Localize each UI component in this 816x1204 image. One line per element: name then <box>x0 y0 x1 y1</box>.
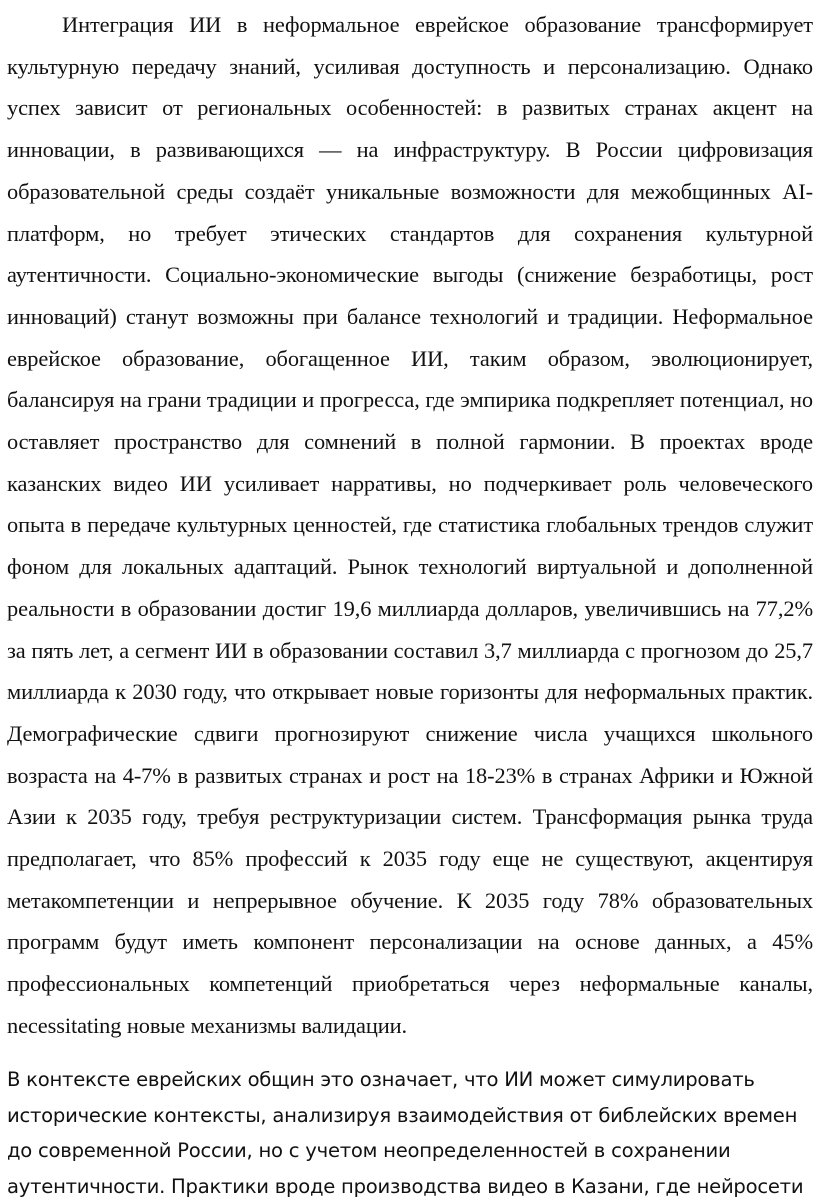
body-paragraph: В контексте еврейских общин это означает, что ИИ может симулировать исторические контексты, анализируя взаимодействия от библейских времен до современной России, но с учетом неопределенностей в сохранении аутентичности. Практики вроде производства видео в Казани, где нейросети <box>7 1068 804 1198</box>
body-paragraph: Интеграция ИИ в неформальное еврейское образование трансформирует культурную передачу знаний, усиливая доступность и персонализацию. Однако успех зависит от региональных особенностей: в развитых странах акцент на инновации, в развивающихся — на инфраструктуру. В России цифровизация образовательной среды создаёт уникальные возможности для межобщинных AI-платформ, но требует этических стандартов для сохранения культурной аутентичности. Социально-экономические выгоды (снижение безработицы, рост инноваций) станут возможны при балансе технологий и традиции. Неформальное еврейское образование, обогащенное ИИ, таким образом, эволюционирует, балансируя на грани традиции и прогресса, где эмпирика подкрепляет потенциал, но оставляет пространство для сомнений в полной гармонии. В проектах вроде казанских видео ИИ усиливает нарративы, но подчеркивает роль человеческого опыта в передаче культурных ценностей, где статистика глобальных трендов служит фоном для локальных адаптаций. Рынок технологий виртуальной и дополненной реальности в образовании достиг 19,6 миллиарда долларов, увеличившись на 77,2% за пять лет, а сегмент ИИ в образовании составил 3,7 миллиарда с прогнозом до 25,7 миллиарда к 2030 году, что открывает новые горизонты для неформальных практик. Демографические сдвиги прогнозируют снижение числа учащихся школьного возраста на 4-7% в развитых странах и рост на 18-23% в странах Африки и Южной Азии к 2035 году, требуя реструктуризации систем. Трансформация рынка труда предполагает, что 85% профессий к 2035 году еще не существуют, акцентируя метакомпетенции и непрерывное обучение. К 2035 году 78% образовательных программ будут иметь компонент персонализации на основе данных, а 45% профессиональных компетенций приобретаться через неформальные каналы, necessitating новые механизмы валидации. <box>7 12 813 1038</box>
